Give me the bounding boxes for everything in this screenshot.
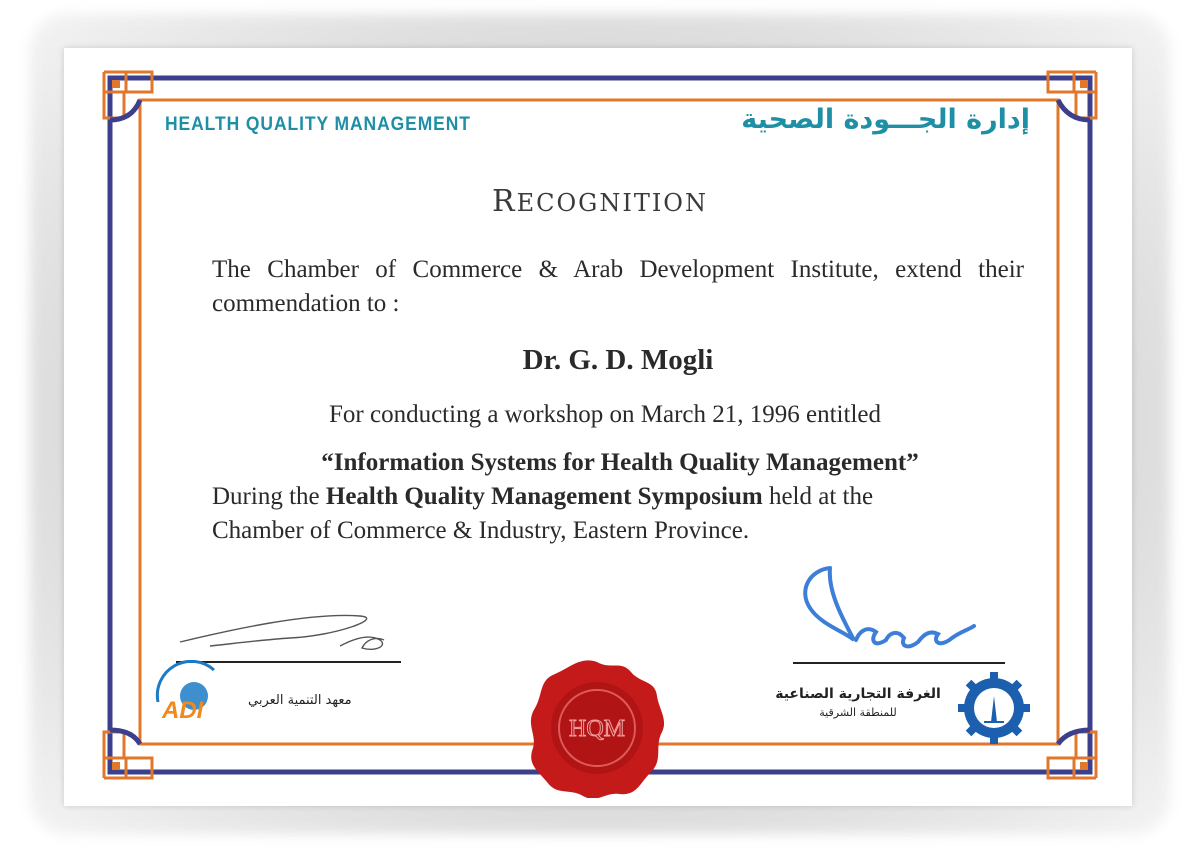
left-org-name: معهد التنمية العربي <box>248 693 352 708</box>
held-at-text: held at the <box>768 483 874 510</box>
right-org-block <box>760 686 956 719</box>
adi-logo-text: ADI <box>162 697 204 722</box>
right-signature-line <box>793 662 1005 664</box>
adi-logo <box>150 660 240 722</box>
hqm-seal <box>522 658 672 798</box>
symposium-line <box>212 480 1024 514</box>
workshop-title: “Information Systems for Health Quality Management” <box>321 449 919 476</box>
intro-paragraph: The Chamber of Commerce & Arab Development Institute, extend their commendation to : <box>212 256 1024 317</box>
header-arabic-title: إدارة الجـــودة الصحية <box>741 104 1030 135</box>
seal-text: HQM <box>568 716 626 742</box>
right-signature <box>790 560 990 670</box>
certificate-title <box>0 184 1200 219</box>
right-org-region: للمنطقة الشرقية <box>819 706 897 719</box>
location-line: Chamber of Commerce & Industry, Eastern Province. <box>212 517 750 544</box>
header-english-title: HEALTH QUALITY MANAGEMENT <box>165 114 471 135</box>
recipient-name: Dr. G. D. Mogli <box>522 344 714 376</box>
symposium-name: Health Quality Management Symposium <box>325 483 763 510</box>
title-rest: ECOGNITION <box>516 189 708 217</box>
right-org-name: الغرفة التجارية الصناعية <box>775 686 941 702</box>
during-prefix: During the <box>212 483 320 510</box>
purpose-line: For conducting a workshop on March 21, 1996 entitled <box>329 401 881 428</box>
title-initial: R <box>492 184 517 219</box>
chamber-gear-icon <box>958 672 1030 744</box>
